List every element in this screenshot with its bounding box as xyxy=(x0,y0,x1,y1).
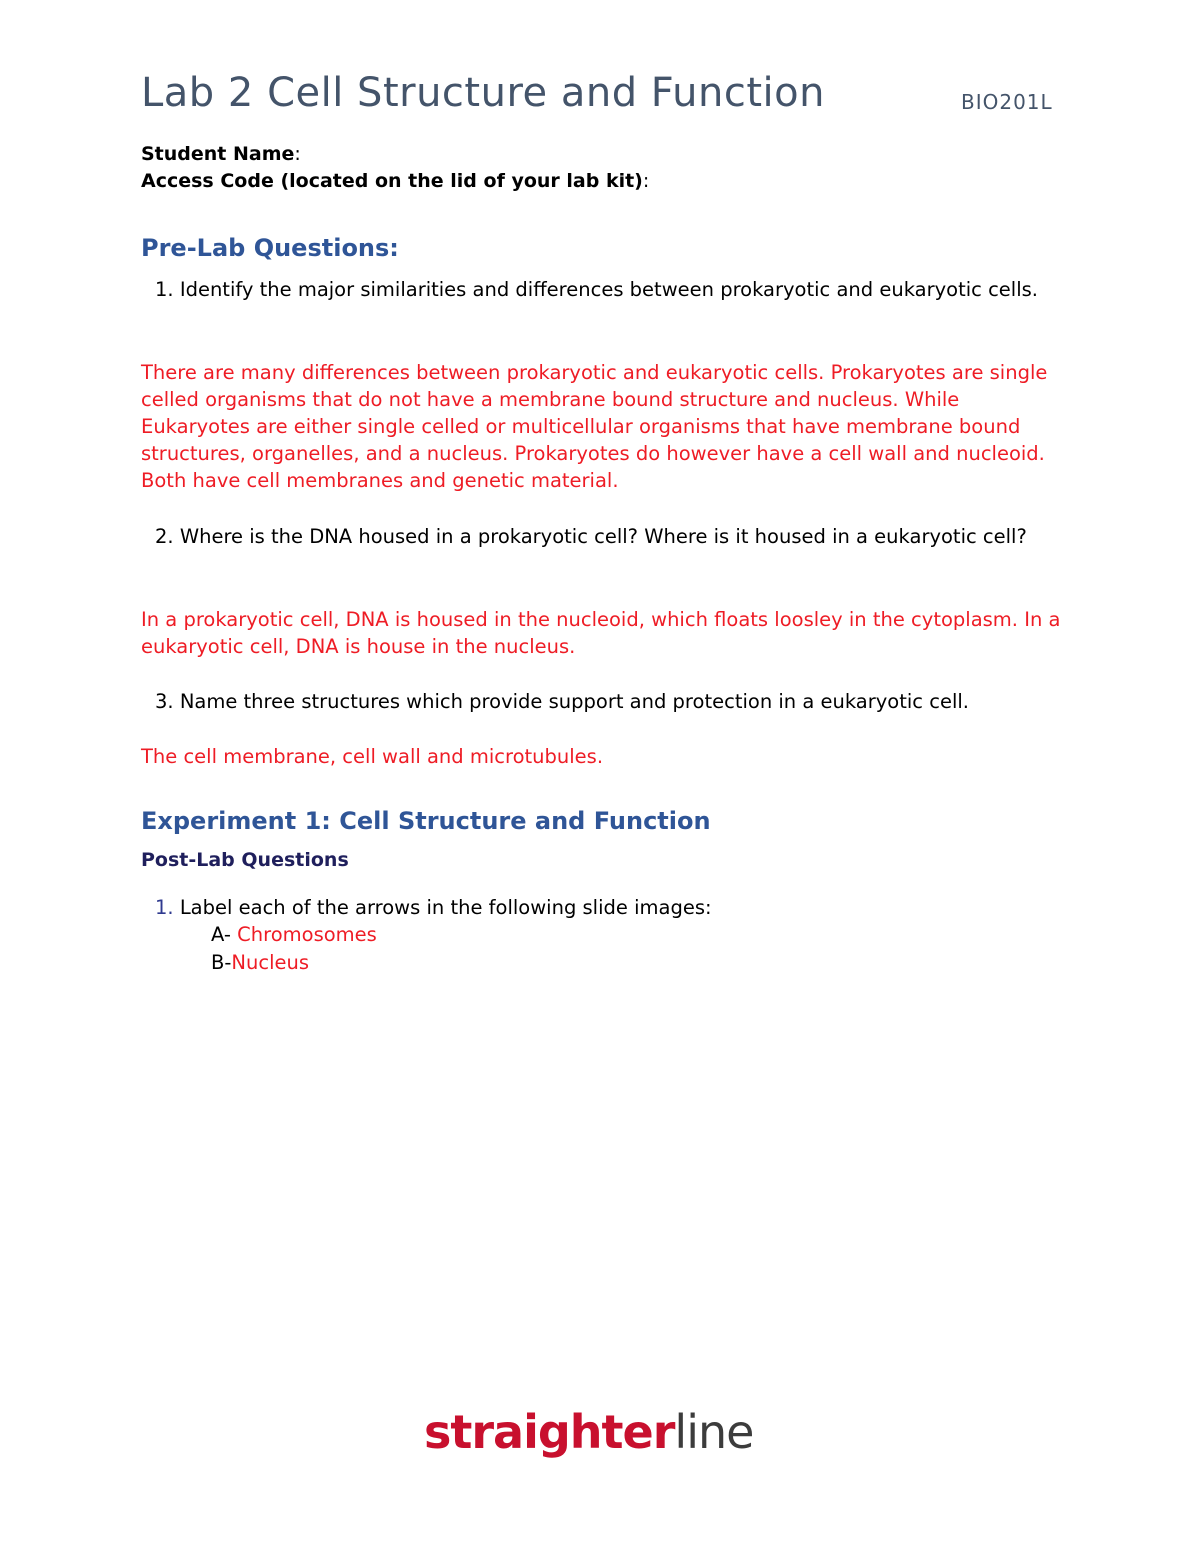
question-number: 1. xyxy=(155,278,174,301)
question-number: 1. xyxy=(155,896,174,919)
label-letter: B- xyxy=(211,951,232,974)
question-text: Identify the major similarities and differences between prokaryotic and eukaryotic cells. xyxy=(179,278,1038,301)
question-text: Label each of the arrows in the following slide images: xyxy=(179,896,712,919)
question-text: Name three structures which provide support and protection in a eukaryotic cell. xyxy=(179,690,969,713)
logo-light-part: line xyxy=(674,1405,754,1459)
access-code-line xyxy=(141,170,649,192)
experiment-heading: Experiment 1: Cell Structure and Function xyxy=(141,807,711,835)
access-code-label: Access Code (located on the lid of your lab kit) xyxy=(141,170,643,192)
label-b-line xyxy=(211,949,309,976)
label-answer: Nucleus xyxy=(231,951,310,974)
colon: : xyxy=(294,143,301,165)
label-letter: A- xyxy=(211,923,231,946)
prelab-question-3 xyxy=(141,688,1071,715)
student-name-line xyxy=(141,143,301,165)
label-a-line xyxy=(211,921,377,948)
label-answer: Chromosomes xyxy=(230,923,377,946)
postlab-heading: Post-Lab Questions xyxy=(141,849,349,871)
prelab-question-1 xyxy=(141,276,1071,303)
prelab-answer-2: In a prokaryotic cell, DNA is housed in the nucleoid, which floats loosley in the cytoplasm. In a eukaryotic cell, DNA is house in the nucleus. xyxy=(141,608,1061,658)
course-code: BIO201L xyxy=(961,90,1053,114)
prelab-answer-1: There are many differences between prokaryotic and eukaryotic cells. Prokaryotes are single celled organisms that do not have a membrane bound structure and nucleus. While Eukaryotes are either single celled or multicellular organisms that have membrane bound structures, organelles, and a nucleus. Prokaryotes do however have a cell wall and nucleoid. Both have cell membranes and genetic material. xyxy=(141,361,1048,492)
prelab-answer-3: The cell membrane, cell wall and microtubules. xyxy=(141,745,604,768)
page-title: Lab 2 Cell Structure and Function xyxy=(141,70,825,116)
straighterline-logo xyxy=(424,1405,753,1459)
question-number: 3. xyxy=(155,690,174,713)
question-text: Where is the DNA housed in a prokaryotic cell? Where is it housed in a eukaryotic cell? xyxy=(179,525,1027,548)
postlab-question-1 xyxy=(155,894,712,921)
colon: : xyxy=(642,170,650,192)
prelab-heading: Pre-Lab Questions: xyxy=(141,234,399,262)
logo-bold-part: straighter xyxy=(424,1405,675,1459)
question-number: 2. xyxy=(155,525,174,548)
prelab-question-2 xyxy=(141,523,1071,550)
student-name-label: Student Name xyxy=(141,143,295,165)
